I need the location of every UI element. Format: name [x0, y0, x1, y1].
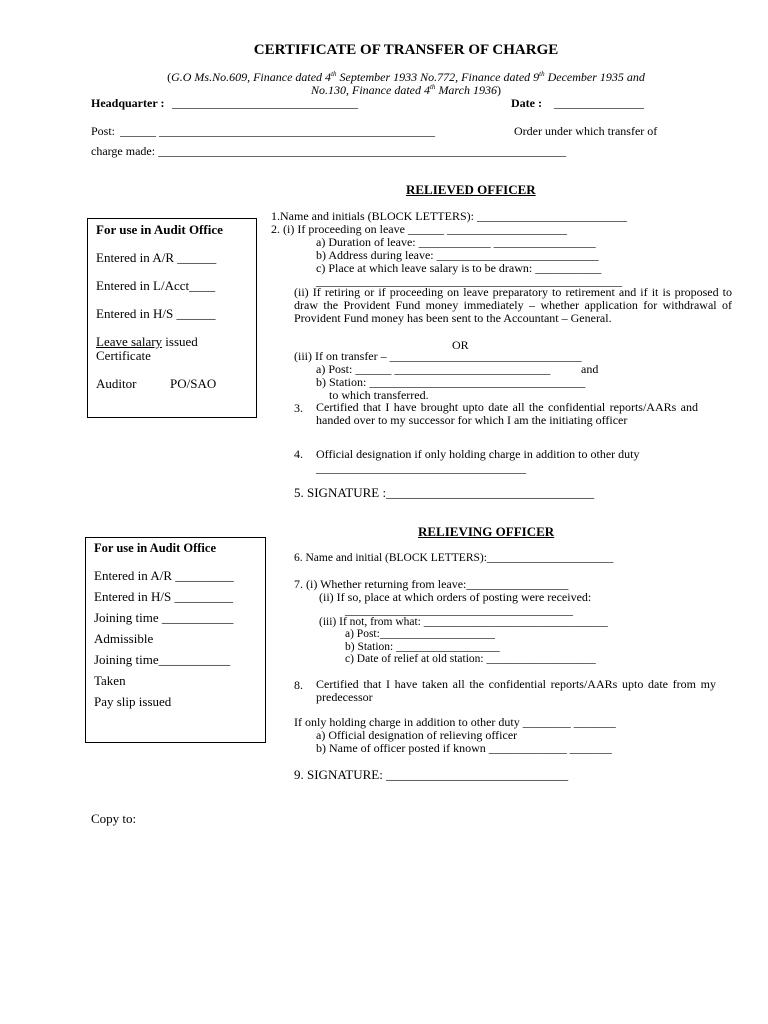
leave-salary-place-line[interactable]: ___________________________________________________ [316, 274, 622, 288]
relief-date-field[interactable]: c) Date of relief at old station: ___________________ [345, 653, 596, 665]
reports-taken-certification: Certified that I have taken all the confidential reports/AARs upto date from my predecessor [316, 677, 716, 704]
relieving-name-field[interactable]: 6. Name and initial (BLOCK LETTERS):______________________ [294, 552, 614, 564]
relieving-designation-label: a) Official designation of relieving officer [316, 728, 518, 742]
po-sao-label: PO/SAO [170, 376, 217, 391]
certificate-label: Certificate [96, 348, 151, 363]
charge-made-field[interactable]: charge made: ____________________________________________________________________ [91, 144, 567, 158]
leave-duration-field[interactable]: a) Duration of leave: ____________ _________________ [316, 235, 596, 249]
joining-time-taken-field[interactable]: Joining time___________ [94, 652, 231, 667]
entered-hs-field[interactable]: Entered in H/S ______ [96, 306, 216, 321]
item8-number: 8. [294, 678, 303, 692]
leave-salary-place-field[interactable]: c) Place at which leave salary is to be drawn: ___________ [316, 261, 602, 275]
audit-office-box-1 [87, 218, 257, 418]
retirement-clause: (ii) If retiring or if proceeding on leave preparatory to retirement and if it is proposed to draw the Provident Fund money immediately – whether application for withdrawal of Provident Fund money has been sent to the Accountant – General. [294, 285, 732, 325]
item4-number: 4. [294, 447, 303, 461]
auditor-label: Auditor [96, 376, 137, 391]
date-label: Date : [511, 96, 542, 110]
old-post-field[interactable]: a) Post:____________________ [345, 628, 495, 640]
date-field[interactable]: _______________ [554, 96, 644, 110]
entered-ar-field[interactable]: Entered in A/R _________ [94, 568, 234, 583]
leave-salary-issued: Leave salary issued [96, 334, 198, 349]
copy-to-label: Copy to: [91, 811, 137, 826]
not-from-leave-field[interactable]: (iii) If not, from what: ________________________________ [319, 616, 608, 628]
official-designation-field[interactable]: ___________________________________ [316, 461, 526, 475]
order-label: Order under which transfer of [514, 124, 658, 138]
audit-office-box-2 [85, 537, 266, 743]
headquarter-label: Headquarter : [91, 96, 165, 110]
audit-box-heading: For use in Audit Office [96, 222, 223, 237]
old-station-field[interactable]: b) Station: __________________ [345, 641, 500, 653]
official-designation-label: Official designation if only holding charge in addition to other duty [316, 447, 640, 461]
officer-posted-field[interactable]: b) Name of officer posted if known _____________ _______ [316, 741, 612, 755]
leave-address-field[interactable]: b) Address during leave: ___________________________ [316, 248, 599, 262]
additional-charge-field[interactable]: If only holding charge in addition to other duty ________ _______ [294, 715, 616, 729]
reference-line-1: (G.O Ms.No.609, Finance dated 4th September 1933 No.772, Finance dated 9th December 1935 and [167, 70, 645, 84]
entered-ar-field[interactable]: Entered in A/R ______ [96, 250, 217, 265]
post-field[interactable]: ______ ______________________________________________ [120, 124, 435, 138]
transfer-post-field[interactable]: a) Post: ______ __________________________ [316, 362, 551, 376]
leave-proceeding-field[interactable]: 2. (i) If proceeding on leave ______ ____________________ [271, 222, 567, 236]
admissible-label: Admissible [94, 631, 154, 646]
relieved-signature-field[interactable]: 5. SIGNATURE :________________________________ [294, 485, 595, 500]
item3-number: 3. [294, 401, 303, 415]
headquarter-field[interactable]: _______________________________ [172, 96, 358, 110]
pay-slip-issued-label: Pay slip issued [94, 694, 172, 709]
transfer-post-and: and [581, 362, 599, 376]
posting-orders-label: (ii) If so, place at which orders of posting were received: [319, 590, 592, 604]
joining-time-admissible-field[interactable]: Joining time ___________ [94, 610, 234, 625]
page-title: CERTIFICATE OF TRANSFER OF CHARGE [253, 42, 559, 58]
entered-lacct-field[interactable]: Entered in L/Acct____ [96, 278, 216, 293]
transfer-field[interactable]: (iii) If on transfer – ________________________________ [294, 349, 582, 363]
returning-from-leave-field[interactable]: 7. (i) Whether returning from leave:_________________ [294, 577, 569, 591]
entered-hs-field[interactable]: Entered in H/S _________ [94, 589, 234, 604]
transfer-to-label: to which transferred. [329, 388, 429, 402]
taken-label: Taken [94, 673, 126, 688]
relieving-signature-field[interactable]: 9. SIGNATURE: ____________________________ [294, 767, 569, 782]
or-label: OR [452, 338, 469, 352]
relieved-name-field[interactable]: 1.Name and initials (BLOCK LETTERS): _________________________ [271, 209, 627, 223]
reference-line-2: No.130, Finance dated 4th March 1936) [311, 83, 501, 97]
relieved-officer-heading: RELIEVED OFFICER [406, 182, 536, 197]
audit-box-heading: For use in Audit Office [94, 541, 216, 555]
relieving-officer-heading: RELIEVING OFFICER [418, 524, 555, 539]
post-label: Post: [91, 124, 116, 138]
transfer-station-field[interactable]: b) Station: ____________________________________ [316, 375, 586, 389]
posting-orders-field[interactable]: ______________________________________ [345, 603, 573, 617]
confidential-reports-certification: Certified that I have brought upto date all the confidential reports/AARs and handed over to my successor for which I am the initiating officer [316, 400, 698, 427]
